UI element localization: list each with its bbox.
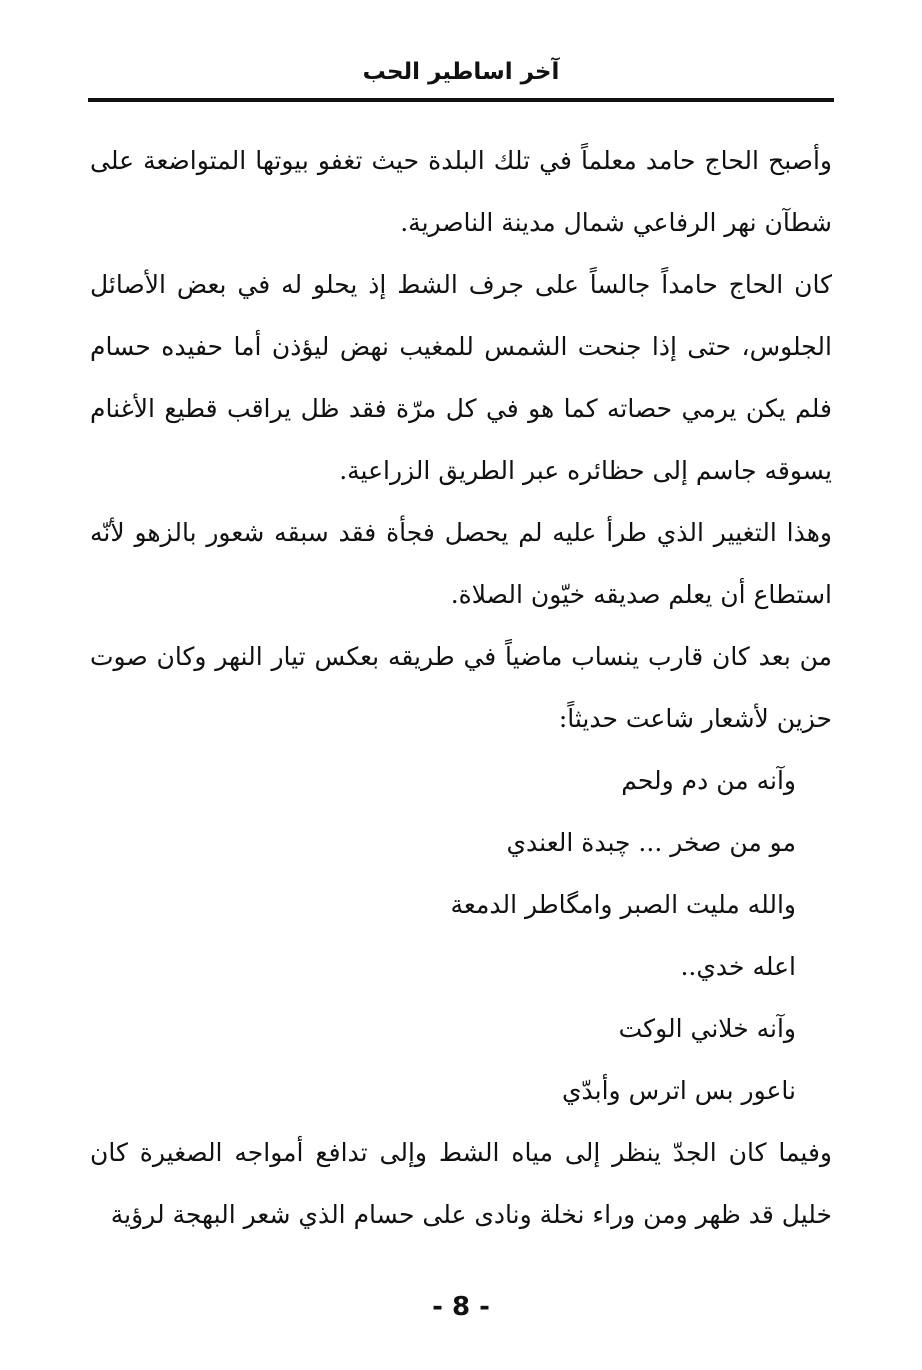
body-text xyxy=(90,130,832,1246)
running-header-title: آخر اساطير الحب xyxy=(362,59,560,85)
verse-line-2: مو من صخر ... چبدة العندي xyxy=(506,828,796,857)
verse-line-4: اعله خدي.. xyxy=(680,952,796,981)
verse-line-3: والله مليت الصبر وامگاطر الدمعة xyxy=(450,890,796,919)
paragraph-2: كان الحاج حامداً جالساً على جرف الشط إذ يحلو له في بعض الأصائل الجلوس، حتى إذا جنحت الشمس للمغيب نهض ليؤذن أما حفيده حسام فلم يكن يرمي حصاته كما هو في كل مرّة فقد ظل يراقب قطيع الأغنام يسوقه جاسم إلى حظائره عبر الطريق الزراعية. xyxy=(90,270,832,485)
paragraph-1: وأصبح الحاج حامد معلماً في تلك البلدة حيث تغفو بيوتها المتواضعة على شطآن نهر الرفاعي شمال مدينة الناصرية. xyxy=(90,146,832,237)
closing-paragraph: وفيما كان الجدّ ينظر إلى مياه الشط وإلى تدافع أمواجه الصغيرة كان خليل قد ظهر ومن وراء نخلة ونادى على حسام الذي شعر البهجة لرؤية xyxy=(90,1138,832,1229)
header-divider xyxy=(88,98,834,102)
paragraph-3: وهذا التغيير الذي طرأ عليه لم يحصل فجأة فقد سبقه شعور بالزهو لأنّه استطاع أن يعلم صديقه خيّون الصلاة. xyxy=(90,518,832,609)
verse-line-6: ناعور بس اترس وأبدّي xyxy=(561,1076,796,1105)
verse-line-5: وآنه خلاني الوكت xyxy=(618,1014,796,1043)
paragraph-4: من بعد كان قارب ينساب ماضياً في طريقه بعكس تيار النهر وكان صوت حزين لأشعار شاعت حديثاً: xyxy=(90,642,832,733)
page-number: - 8 - xyxy=(432,1292,490,1322)
verse-line-1: وآنه من دم ولحم xyxy=(621,766,796,795)
